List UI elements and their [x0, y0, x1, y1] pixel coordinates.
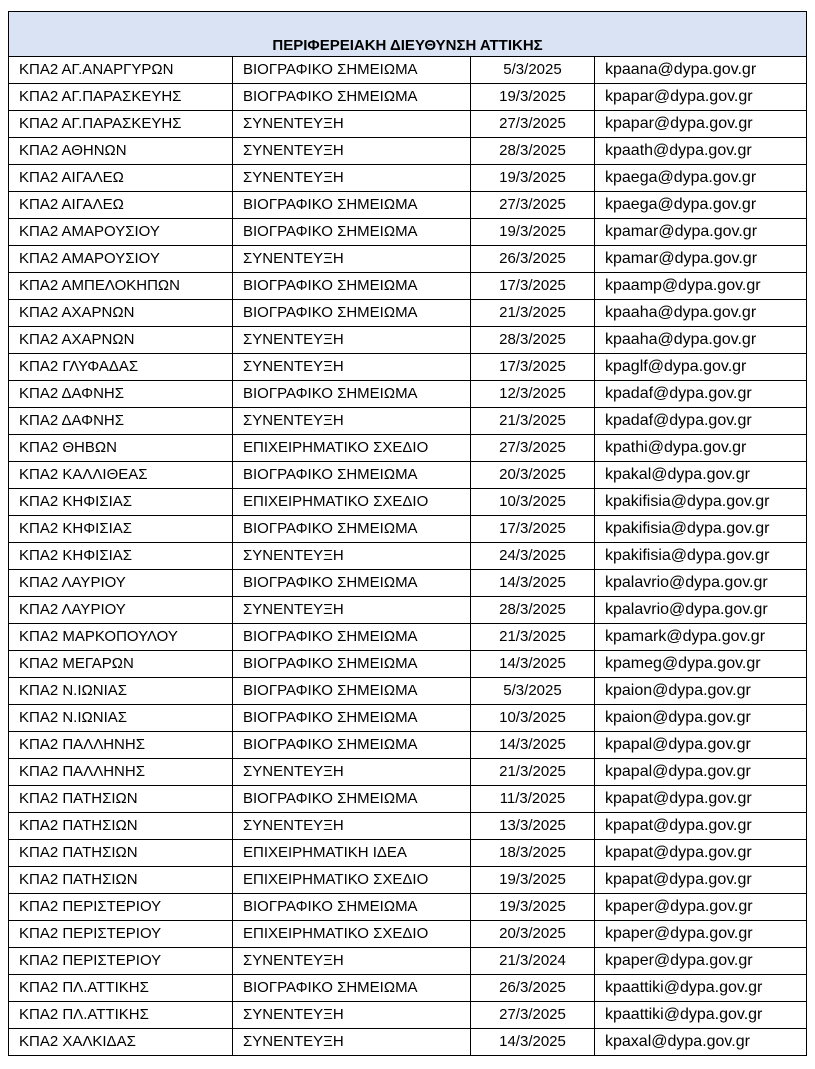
date-cell: 27/3/2025	[471, 435, 595, 462]
workshop-cell: ΒΙΟΓΡΑΦΙΚΟ ΣΗΜΕΙΩΜΑ	[233, 624, 471, 651]
email-cell: kpaana@dypa.gov.gr	[595, 57, 807, 84]
workshop-cell: ΒΙΟΓΡΑΦΙΚΟ ΣΗΜΕΙΩΜΑ	[233, 651, 471, 678]
date-cell: 21/3/2025	[471, 300, 595, 327]
workshop-cell: ΣΥΝΕΝΤΕΥΞΗ	[233, 246, 471, 273]
date-cell: 19/3/2025	[471, 219, 595, 246]
date-cell: 14/3/2025	[471, 570, 595, 597]
office-cell: ΚΠΑ2 ΑΓ.ΠΑΡΑΣΚΕΥΗΣ	[9, 84, 233, 111]
email-cell: kpaglf@dypa.gov.gr	[595, 354, 807, 381]
office-cell: ΚΠΑ2 Ν.ΙΩΝΙΑΣ	[9, 705, 233, 732]
workshop-cell: ΒΙΟΓΡΑΦΙΚΟ ΣΗΜΕΙΩΜΑ	[233, 300, 471, 327]
workshop-cell: ΕΠΙΧΕΙΡΗΜΑΤΙΚΟ ΣΧΕΔΙΟ	[233, 435, 471, 462]
workshop-cell: ΣΥΝΕΝΤΕΥΞΗ	[233, 948, 471, 975]
table-row	[9, 435, 807, 462]
office-cell: ΚΠΑ2 ΑΙΓΑΛΕΩ	[9, 192, 233, 219]
workshop-cell: ΒΙΟΓΡΑΦΙΚΟ ΣΗΜΕΙΩΜΑ	[233, 192, 471, 219]
workshop-cell: ΕΠΙΧΕΙΡΗΜΑΤΙΚΟ ΣΧΕΔΙΟ	[233, 867, 471, 894]
workshop-cell: ΒΙΟΓΡΑΦΙΚΟ ΣΗΜΕΙΩΜΑ	[233, 705, 471, 732]
workshop-cell: ΒΙΟΓΡΑΦΙΚΟ ΣΗΜΕΙΩΜΑ	[233, 894, 471, 921]
office-cell: ΚΠΑ2 ΑΓ.ΠΑΡΑΣΚΕΥΗΣ	[9, 111, 233, 138]
workshop-cell: ΣΥΝΕΝΤΕΥΞΗ	[233, 543, 471, 570]
table-row	[9, 300, 807, 327]
email-cell: kpathi@dypa.gov.gr	[595, 435, 807, 462]
office-cell: ΚΠΑ2 ΠΕΡΙΣΤΕΡΙΟΥ	[9, 921, 233, 948]
workshop-cell: ΒΙΟΓΡΑΦΙΚΟ ΣΗΜΕΙΩΜΑ	[233, 678, 471, 705]
table-row	[9, 327, 807, 354]
date-cell: 5/3/2025	[471, 57, 595, 84]
table-row	[9, 651, 807, 678]
table-row	[9, 219, 807, 246]
workshop-cell: ΣΥΝΕΝΤΕΥΞΗ	[233, 111, 471, 138]
office-cell: ΚΠΑ2 ΚΗΦΙΣΙΑΣ	[9, 516, 233, 543]
date-cell: 17/3/2025	[471, 354, 595, 381]
date-cell: 18/3/2025	[471, 840, 595, 867]
date-cell: 21/3/2025	[471, 408, 595, 435]
email-cell: kpapal@dypa.gov.gr	[595, 732, 807, 759]
office-cell: ΚΠΑ2 ΠΛ.ΑΤΤΙΚΗΣ	[9, 975, 233, 1002]
workshop-cell: ΒΙΟΓΡΑΦΙΚΟ ΣΗΜΕΙΩΜΑ	[233, 975, 471, 1002]
email-cell: kpapal@dypa.gov.gr	[595, 759, 807, 786]
date-cell: 27/3/2025	[471, 192, 595, 219]
table-row	[9, 813, 807, 840]
date-cell: 19/3/2025	[471, 894, 595, 921]
email-cell: kpapar@dypa.gov.gr	[595, 84, 807, 111]
office-cell: ΚΠΑ2 ΠΑΛΛΗΝΗΣ	[9, 759, 233, 786]
email-cell: kpaper@dypa.gov.gr	[595, 894, 807, 921]
email-cell: kpaxal@dypa.gov.gr	[595, 1029, 807, 1056]
date-cell: 13/3/2025	[471, 813, 595, 840]
office-cell: ΚΠΑ2 ΠΕΡΙΣΤΕΡΙΟΥ	[9, 894, 233, 921]
workshop-cell: ΣΥΝΕΝΤΕΥΞΗ	[233, 408, 471, 435]
office-cell: ΚΠΑ2 ΛΑΥΡΙΟΥ	[9, 597, 233, 624]
date-cell: 20/3/2025	[471, 921, 595, 948]
office-cell: ΚΠΑ2 ΚΗΦΙΣΙΑΣ	[9, 543, 233, 570]
email-cell: kpaper@dypa.gov.gr	[595, 948, 807, 975]
workshop-cell: ΒΙΟΓΡΑΦΙΚΟ ΣΗΜΕΙΩΜΑ	[233, 786, 471, 813]
date-cell: 27/3/2025	[471, 1002, 595, 1029]
workshop-cell: ΣΥΝΕΝΤΕΥΞΗ	[233, 759, 471, 786]
office-cell: ΚΠΑ2 ΠΛ.ΑΤΤΙΚΗΣ	[9, 1002, 233, 1029]
office-cell: ΚΠΑ2 ΜΕΓΑΡΩΝ	[9, 651, 233, 678]
table-row	[9, 732, 807, 759]
date-cell: 17/3/2025	[471, 273, 595, 300]
date-cell: 10/3/2025	[471, 489, 595, 516]
email-cell: kpaion@dypa.gov.gr	[595, 678, 807, 705]
email-cell: kpamar@dypa.gov.gr	[595, 219, 807, 246]
title-row	[9, 12, 807, 57]
table-row	[9, 570, 807, 597]
email-cell: kpaattiki@dypa.gov.gr	[595, 975, 807, 1002]
email-cell: kpaattiki@dypa.gov.gr	[595, 1002, 807, 1029]
table-row	[9, 543, 807, 570]
office-cell: ΚΠΑ2 ΜΑΡΚΟΠΟΥΛΟΥ	[9, 624, 233, 651]
table-row	[9, 165, 807, 192]
date-cell: 21/3/2025	[471, 759, 595, 786]
office-cell: ΚΠΑ2 ΠΑΤΗΣΙΩΝ	[9, 813, 233, 840]
workshop-cell: ΣΥΝΕΝΤΕΥΞΗ	[233, 1002, 471, 1029]
table-row	[9, 84, 807, 111]
workshop-cell: ΒΙΟΓΡΑΦΙΚΟ ΣΗΜΕΙΩΜΑ	[233, 381, 471, 408]
workshop-cell: ΣΥΝΕΝΤΕΥΞΗ	[233, 138, 471, 165]
email-cell: kpakifisia@dypa.gov.gr	[595, 543, 807, 570]
table-title: ΠΕΡΙΦΕΡΕΙΑΚΗ ΔΙΕΥΘΥΝΣΗ ΑΤΤΙΚΗΣ	[9, 12, 807, 57]
table-row	[9, 597, 807, 624]
email-cell: kpamark@dypa.gov.gr	[595, 624, 807, 651]
office-cell: ΚΠΑ2 Ν.ΙΩΝΙΑΣ	[9, 678, 233, 705]
table-row	[9, 138, 807, 165]
table-row	[9, 786, 807, 813]
email-cell: kpadaf@dypa.gov.gr	[595, 408, 807, 435]
date-cell: 19/3/2025	[471, 84, 595, 111]
email-cell: kpaper@dypa.gov.gr	[595, 921, 807, 948]
workshop-cell: ΣΥΝΕΝΤΕΥΞΗ	[233, 813, 471, 840]
office-cell: ΚΠΑ2 ΛΑΥΡΙΟΥ	[9, 570, 233, 597]
table-row	[9, 840, 807, 867]
office-cell: ΚΠΑ2 ΓΛΥΦΑΔΑΣ	[9, 354, 233, 381]
office-cell: ΚΠΑ2 ΑΧΑΡΝΩΝ	[9, 327, 233, 354]
workshop-cell: ΒΙΟΓΡΑΦΙΚΟ ΣΗΜΕΙΩΜΑ	[233, 84, 471, 111]
table-row	[9, 462, 807, 489]
date-cell: 11/3/2025	[471, 786, 595, 813]
workshop-cell: ΒΙΟΓΡΑΦΙΚΟ ΣΗΜΕΙΩΜΑ	[233, 273, 471, 300]
office-cell: ΚΠΑ2 ΔΑΦΝΗΣ	[9, 381, 233, 408]
workshop-cell: ΒΙΟΓΡΑΦΙΚΟ ΣΗΜΕΙΩΜΑ	[233, 57, 471, 84]
office-cell: ΚΠΑ2 ΠΑΤΗΣΙΩΝ	[9, 867, 233, 894]
office-cell: ΚΠΑ2 ΠΑΛΛΗΝΗΣ	[9, 732, 233, 759]
email-cell: kpapar@dypa.gov.gr	[595, 111, 807, 138]
date-cell: 5/3/2025	[471, 678, 595, 705]
table-row	[9, 354, 807, 381]
email-cell: kpakifisia@dypa.gov.gr	[595, 516, 807, 543]
workshop-cell: ΣΥΝΕΝΤΕΥΞΗ	[233, 597, 471, 624]
date-cell: 19/3/2025	[471, 165, 595, 192]
table-row	[9, 111, 807, 138]
date-cell: 20/3/2025	[471, 462, 595, 489]
office-cell: ΚΠΑ2 ΔΑΦΝΗΣ	[9, 408, 233, 435]
office-cell: ΚΠΑ2 ΑΙΓΑΛΕΩ	[9, 165, 233, 192]
email-cell: kpaion@dypa.gov.gr	[595, 705, 807, 732]
date-cell: 27/3/2025	[471, 111, 595, 138]
date-cell: 21/3/2025	[471, 624, 595, 651]
table-body	[9, 12, 807, 1056]
table-row	[9, 759, 807, 786]
email-cell: kpameg@dypa.gov.gr	[595, 651, 807, 678]
date-cell: 24/3/2025	[471, 543, 595, 570]
office-cell: ΚΠΑ2 ΚΑΛΛΙΘΕΑΣ	[9, 462, 233, 489]
date-cell: 12/3/2025	[471, 381, 595, 408]
date-cell: 28/3/2025	[471, 327, 595, 354]
email-cell: kpapat@dypa.gov.gr	[595, 867, 807, 894]
email-cell: kpaaha@dypa.gov.gr	[595, 300, 807, 327]
table-row	[9, 57, 807, 84]
email-cell: kpalavrio@dypa.gov.gr	[595, 597, 807, 624]
table-row	[9, 516, 807, 543]
office-cell: ΚΠΑ2 ΑΜΠΕΛΟΚΗΠΩΝ	[9, 273, 233, 300]
table-row	[9, 894, 807, 921]
office-cell: ΚΠΑ2 ΑΜΑΡΟΥΣΙΟΥ	[9, 219, 233, 246]
table-row	[9, 948, 807, 975]
table-row	[9, 408, 807, 435]
email-cell: kpapat@dypa.gov.gr	[595, 840, 807, 867]
email-cell: kpapat@dypa.gov.gr	[595, 813, 807, 840]
workshop-cell: ΒΙΟΓΡΑΦΙΚΟ ΣΗΜΕΙΩΜΑ	[233, 732, 471, 759]
email-cell: kpapat@dypa.gov.gr	[595, 786, 807, 813]
table-row	[9, 1029, 807, 1056]
workshop-cell: ΣΥΝΕΝΤΕΥΞΗ	[233, 354, 471, 381]
office-cell: ΚΠΑ2 ΑΜΑΡΟΥΣΙΟΥ	[9, 246, 233, 273]
email-cell: kpaega@dypa.gov.gr	[595, 165, 807, 192]
office-cell: ΚΠΑ2 ΠΑΤΗΣΙΩΝ	[9, 786, 233, 813]
date-cell: 19/3/2025	[471, 867, 595, 894]
workshop-cell: ΒΙΟΓΡΑΦΙΚΟ ΣΗΜΕΙΩΜΑ	[233, 570, 471, 597]
date-cell: 14/3/2025	[471, 732, 595, 759]
workshop-schedule-table	[8, 11, 807, 1056]
email-cell: kpalavrio@dypa.gov.gr	[595, 570, 807, 597]
workshop-cell: ΒΙΟΓΡΑΦΙΚΟ ΣΗΜΕΙΩΜΑ	[233, 219, 471, 246]
office-cell: ΚΠΑ2 ΧΑΛΚΙΔΑΣ	[9, 1029, 233, 1056]
workshop-cell: ΕΠΙΧΕΙΡΗΜΑΤΙΚΗ ΙΔΕΑ	[233, 840, 471, 867]
table-row	[9, 678, 807, 705]
email-cell: kpaath@dypa.gov.gr	[595, 138, 807, 165]
workshop-cell: ΒΙΟΓΡΑΦΙΚΟ ΣΗΜΕΙΩΜΑ	[233, 462, 471, 489]
email-cell: kpadaf@dypa.gov.gr	[595, 381, 807, 408]
date-cell: 21/3/2024	[471, 948, 595, 975]
workshop-cell: ΕΠΙΧΕΙΡΗΜΑΤΙΚΟ ΣΧΕΔΙΟ	[233, 921, 471, 948]
workshop-cell: ΣΥΝΕΝΤΕΥΞΗ	[233, 165, 471, 192]
date-cell: 10/3/2025	[471, 705, 595, 732]
office-cell: ΚΠΑ2 ΚΗΦΙΣΙΑΣ	[9, 489, 233, 516]
table-row	[9, 975, 807, 1002]
table-row	[9, 381, 807, 408]
office-cell: ΚΠΑ2 ΑΘΗΝΩΝ	[9, 138, 233, 165]
date-cell: 28/3/2025	[471, 597, 595, 624]
email-cell: kpakifisia@dypa.gov.gr	[595, 489, 807, 516]
table-row	[9, 1002, 807, 1029]
email-cell: kpamar@dypa.gov.gr	[595, 246, 807, 273]
table-row	[9, 489, 807, 516]
office-cell: ΚΠΑ2 ΘΗΒΩΝ	[9, 435, 233, 462]
email-cell: kpaaha@dypa.gov.gr	[595, 327, 807, 354]
table-row	[9, 867, 807, 894]
table-row	[9, 192, 807, 219]
office-cell: ΚΠΑ2 ΑΧΑΡΝΩΝ	[9, 300, 233, 327]
email-cell: kpaega@dypa.gov.gr	[595, 192, 807, 219]
table-row	[9, 705, 807, 732]
office-cell: ΚΠΑ2 ΠΕΡΙΣΤΕΡΙΟΥ	[9, 948, 233, 975]
email-cell: kpaamp@dypa.gov.gr	[595, 273, 807, 300]
email-cell: kpakal@dypa.gov.gr	[595, 462, 807, 489]
workshop-cell: ΣΥΝΕΝΤΕΥΞΗ	[233, 327, 471, 354]
date-cell: 28/3/2025	[471, 138, 595, 165]
date-cell: 26/3/2025	[471, 246, 595, 273]
table-row	[9, 624, 807, 651]
workshop-cell: ΣΥΝΕΝΤΕΥΞΗ	[233, 1029, 471, 1056]
date-cell: 26/3/2025	[471, 975, 595, 1002]
office-cell: ΚΠΑ2 ΑΓ.ΑΝΑΡΓΥΡΩΝ	[9, 57, 233, 84]
workshop-cell: ΒΙΟΓΡΑΦΙΚΟ ΣΗΜΕΙΩΜΑ	[233, 516, 471, 543]
date-cell: 14/3/2025	[471, 651, 595, 678]
workshop-cell: ΕΠΙΧΕΙΡΗΜΑΤΙΚΟ ΣΧΕΔΙΟ	[233, 489, 471, 516]
table-row	[9, 921, 807, 948]
office-cell: ΚΠΑ2 ΠΑΤΗΣΙΩΝ	[9, 840, 233, 867]
table-row	[9, 273, 807, 300]
date-cell: 14/3/2025	[471, 1029, 595, 1056]
date-cell: 17/3/2025	[471, 516, 595, 543]
table-row	[9, 246, 807, 273]
